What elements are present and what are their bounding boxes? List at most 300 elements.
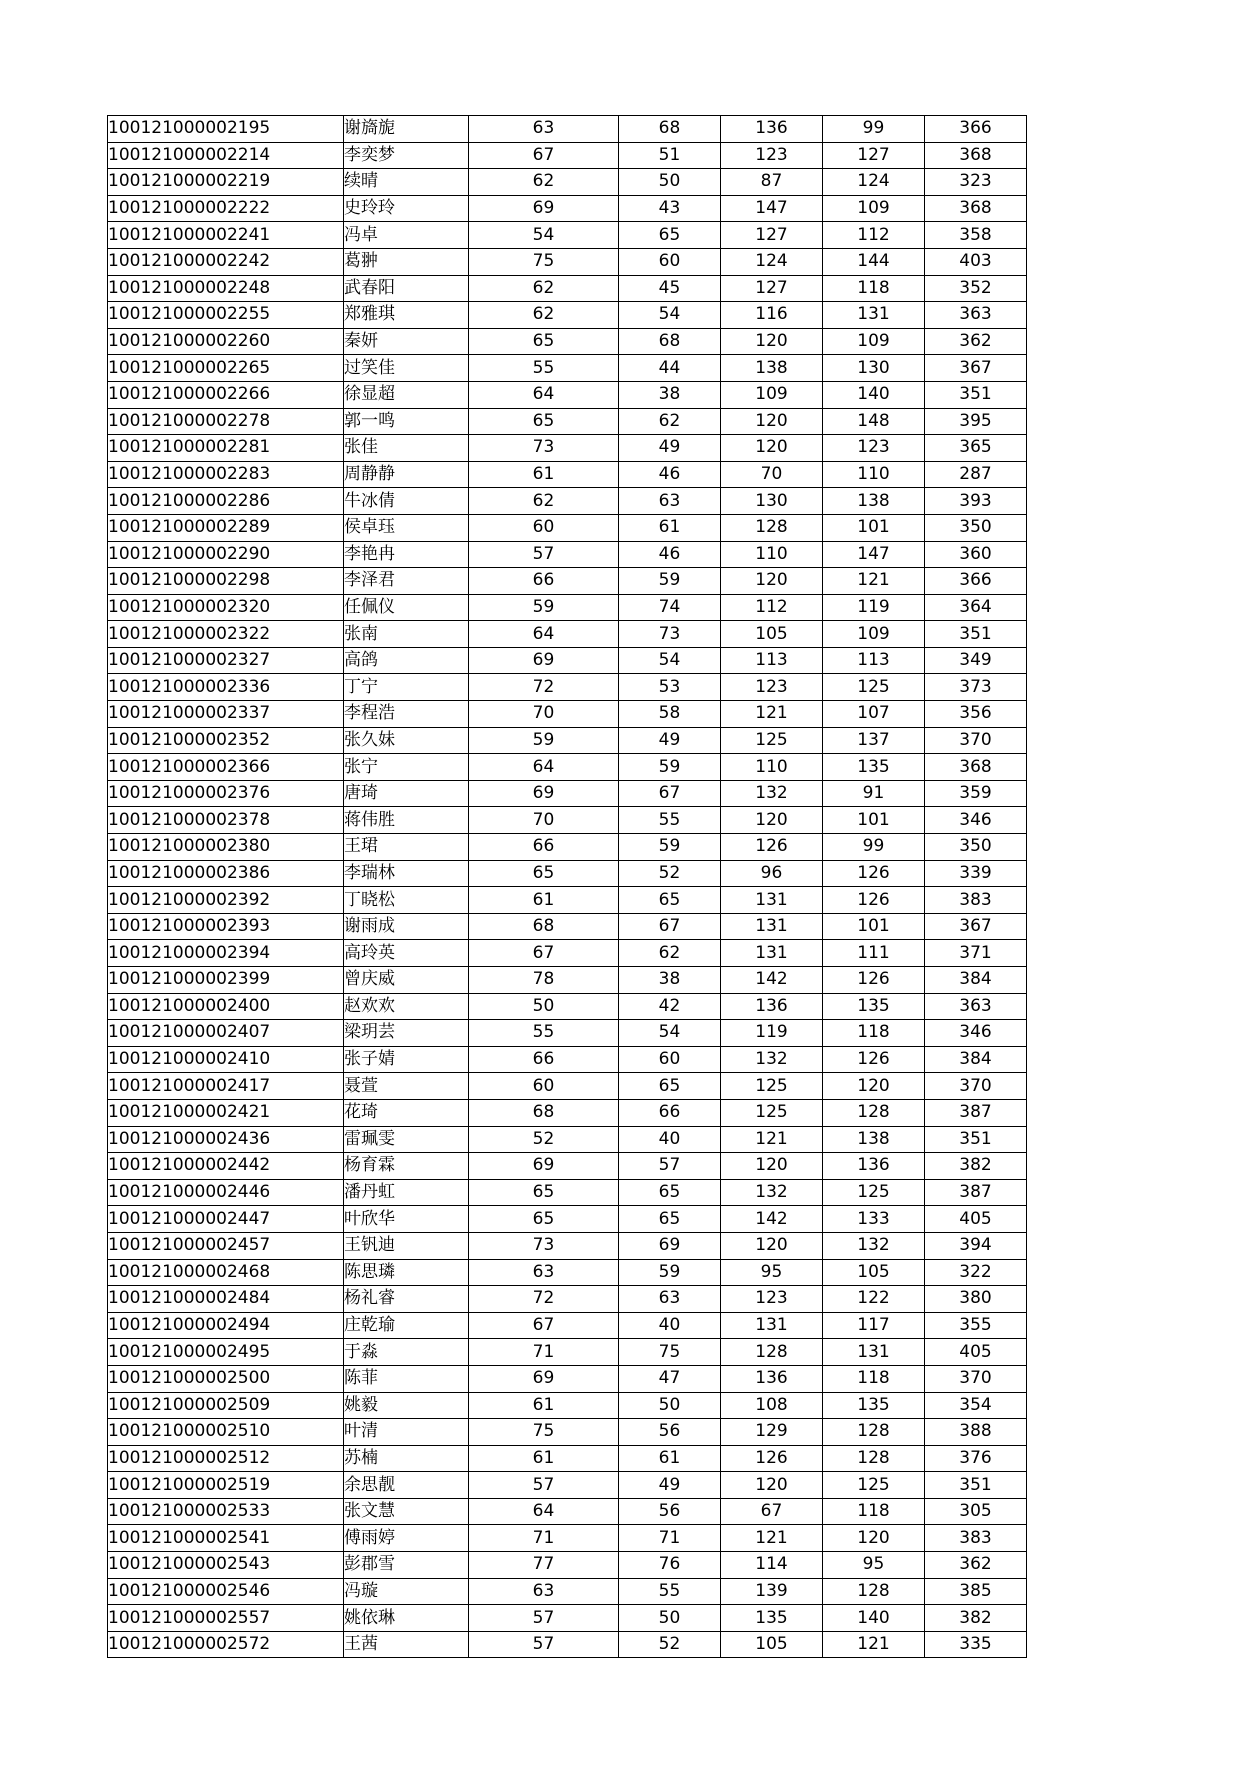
table-row	[108, 302, 1027, 329]
name-cell: 李泽君	[344, 568, 469, 595]
total-score-cell: 346	[925, 1020, 1027, 1047]
score-4-cell: 95	[823, 1552, 925, 1579]
name-cell: 秦妍	[344, 328, 469, 355]
score-2-cell: 61	[619, 1445, 721, 1472]
table-row	[108, 647, 1027, 674]
total-score-cell: 383	[925, 1525, 1027, 1552]
score-1-cell: 60	[469, 514, 619, 541]
name-cell: 郑雅琪	[344, 302, 469, 329]
score-2-cell: 51	[619, 142, 721, 169]
name-cell: 任佩仪	[344, 594, 469, 621]
candidate-id-cell: 100121000002519	[108, 1472, 344, 1499]
score-4-cell: 128	[823, 1419, 925, 1446]
score-4-cell: 131	[823, 302, 925, 329]
score-3-cell: 142	[721, 1206, 823, 1233]
table-row	[108, 1046, 1027, 1073]
table-row	[108, 860, 1027, 887]
score-1-cell: 69	[469, 1365, 619, 1392]
score-2-cell: 71	[619, 1525, 721, 1552]
score-1-cell: 64	[469, 754, 619, 781]
total-score-cell: 346	[925, 807, 1027, 834]
score-2-cell: 73	[619, 621, 721, 648]
name-cell: 李程浩	[344, 701, 469, 728]
score-1-cell: 67	[469, 142, 619, 169]
score-2-cell: 59	[619, 568, 721, 595]
score-3-cell: 125	[721, 1073, 823, 1100]
score-4-cell: 135	[823, 1392, 925, 1419]
total-score-cell: 364	[925, 594, 1027, 621]
table-row	[108, 461, 1027, 488]
table-row	[108, 1525, 1027, 1552]
score-4-cell: 120	[823, 1525, 925, 1552]
name-cell: 周静静	[344, 461, 469, 488]
total-score-cell: 363	[925, 993, 1027, 1020]
candidate-id-cell: 100121000002366	[108, 754, 344, 781]
candidate-id-cell: 100121000002320	[108, 594, 344, 621]
score-4-cell: 101	[823, 913, 925, 940]
candidate-id-cell: 100121000002265	[108, 355, 344, 382]
candidate-id-cell: 100121000002380	[108, 834, 344, 861]
total-score-cell: 351	[925, 1126, 1027, 1153]
table-row	[108, 1392, 1027, 1419]
table-row	[108, 1099, 1027, 1126]
name-cell: 雷珮雯	[344, 1126, 469, 1153]
name-cell: 高鸽	[344, 647, 469, 674]
score-4-cell: 135	[823, 754, 925, 781]
score-2-cell: 40	[619, 1126, 721, 1153]
score-4-cell: 125	[823, 674, 925, 701]
score-3-cell: 132	[721, 1046, 823, 1073]
name-cell: 李艳冉	[344, 541, 469, 568]
table-row	[108, 355, 1027, 382]
name-cell: 武春阳	[344, 275, 469, 302]
score-4-cell: 130	[823, 355, 925, 382]
table-row	[108, 967, 1027, 994]
name-cell: 王茜	[344, 1631, 469, 1658]
name-cell: 陈菲	[344, 1365, 469, 1392]
score-2-cell: 49	[619, 435, 721, 462]
score-1-cell: 77	[469, 1552, 619, 1579]
score-1-cell: 71	[469, 1339, 619, 1366]
total-score-cell: 387	[925, 1179, 1027, 1206]
total-score-cell: 366	[925, 116, 1027, 143]
name-cell: 史玲玲	[344, 195, 469, 222]
name-cell: 王钒迪	[344, 1232, 469, 1259]
name-cell: 续晴	[344, 169, 469, 196]
table-row	[108, 328, 1027, 355]
scores-table-body	[108, 116, 1027, 1658]
score-4-cell: 147	[823, 541, 925, 568]
score-4-cell: 122	[823, 1286, 925, 1313]
score-1-cell: 78	[469, 967, 619, 994]
table-row	[108, 1179, 1027, 1206]
name-cell: 张久妹	[344, 727, 469, 754]
table-row	[108, 1073, 1027, 1100]
table-row	[108, 887, 1027, 914]
score-1-cell: 65	[469, 860, 619, 887]
score-1-cell: 75	[469, 1419, 619, 1446]
total-score-cell: 305	[925, 1498, 1027, 1525]
score-4-cell: 131	[823, 1339, 925, 1366]
score-2-cell: 52	[619, 1631, 721, 1658]
table-row	[108, 1339, 1027, 1366]
total-score-cell: 382	[925, 1153, 1027, 1180]
score-1-cell: 62	[469, 302, 619, 329]
score-2-cell: 69	[619, 1232, 721, 1259]
score-4-cell: 126	[823, 860, 925, 887]
score-1-cell: 61	[469, 1392, 619, 1419]
score-3-cell: 125	[721, 727, 823, 754]
score-2-cell: 60	[619, 248, 721, 275]
score-3-cell: 96	[721, 860, 823, 887]
total-score-cell: 349	[925, 647, 1027, 674]
total-score-cell: 366	[925, 568, 1027, 595]
table-row	[108, 248, 1027, 275]
name-cell: 郭一鸣	[344, 408, 469, 435]
table-row	[108, 381, 1027, 408]
score-4-cell: 127	[823, 142, 925, 169]
score-1-cell: 52	[469, 1126, 619, 1153]
candidate-id-cell: 100121000002421	[108, 1099, 344, 1126]
score-4-cell: 148	[823, 408, 925, 435]
score-1-cell: 65	[469, 1179, 619, 1206]
total-score-cell: 362	[925, 328, 1027, 355]
table-row	[108, 1419, 1027, 1446]
total-score-cell: 365	[925, 435, 1027, 462]
score-3-cell: 128	[721, 514, 823, 541]
candidate-id-cell: 100121000002417	[108, 1073, 344, 1100]
score-3-cell: 124	[721, 248, 823, 275]
candidate-id-cell: 100121000002248	[108, 275, 344, 302]
total-score-cell: 351	[925, 621, 1027, 648]
score-2-cell: 38	[619, 967, 721, 994]
total-score-cell: 384	[925, 967, 1027, 994]
score-3-cell: 126	[721, 834, 823, 861]
candidate-id-cell: 100121000002219	[108, 169, 344, 196]
score-2-cell: 38	[619, 381, 721, 408]
score-1-cell: 57	[469, 1472, 619, 1499]
score-1-cell: 61	[469, 1445, 619, 1472]
score-2-cell: 66	[619, 1099, 721, 1126]
score-3-cell: 123	[721, 1286, 823, 1313]
score-4-cell: 121	[823, 1631, 925, 1658]
score-2-cell: 54	[619, 647, 721, 674]
scores-table	[107, 115, 1027, 1658]
table-row	[108, 1472, 1027, 1499]
score-4-cell: 128	[823, 1445, 925, 1472]
table-row	[108, 1020, 1027, 1047]
score-3-cell: 136	[721, 1365, 823, 1392]
score-1-cell: 66	[469, 1046, 619, 1073]
score-2-cell: 65	[619, 1179, 721, 1206]
table-row	[108, 408, 1027, 435]
name-cell: 过笑佳	[344, 355, 469, 382]
total-score-cell: 362	[925, 1552, 1027, 1579]
candidate-id-cell: 100121000002410	[108, 1046, 344, 1073]
score-4-cell: 119	[823, 594, 925, 621]
candidate-id-cell: 100121000002495	[108, 1339, 344, 1366]
total-score-cell: 322	[925, 1259, 1027, 1286]
score-3-cell: 123	[721, 142, 823, 169]
candidate-id-cell: 100121000002394	[108, 940, 344, 967]
score-3-cell: 126	[721, 1445, 823, 1472]
candidate-id-cell: 100121000002286	[108, 488, 344, 515]
name-cell: 陈思璘	[344, 1259, 469, 1286]
candidate-id-cell: 100121000002393	[108, 913, 344, 940]
score-2-cell: 45	[619, 275, 721, 302]
name-cell: 侯卓珏	[344, 514, 469, 541]
table-row	[108, 142, 1027, 169]
score-2-cell: 61	[619, 514, 721, 541]
score-4-cell: 99	[823, 116, 925, 143]
candidate-id-cell: 100121000002260	[108, 328, 344, 355]
score-4-cell: 111	[823, 940, 925, 967]
table-row	[108, 1232, 1027, 1259]
score-1-cell: 55	[469, 355, 619, 382]
candidate-id-cell: 100121000002289	[108, 514, 344, 541]
name-cell: 张宁	[344, 754, 469, 781]
score-1-cell: 68	[469, 1099, 619, 1126]
total-score-cell: 363	[925, 302, 1027, 329]
table-row	[108, 1312, 1027, 1339]
score-4-cell: 109	[823, 621, 925, 648]
name-cell: 高玲英	[344, 940, 469, 967]
score-3-cell: 120	[721, 1153, 823, 1180]
score-3-cell: 108	[721, 1392, 823, 1419]
table-row	[108, 1631, 1027, 1658]
candidate-id-cell: 100121000002541	[108, 1525, 344, 1552]
name-cell: 张文慧	[344, 1498, 469, 1525]
score-4-cell: 101	[823, 807, 925, 834]
candidate-id-cell: 100121000002500	[108, 1365, 344, 1392]
score-3-cell: 116	[721, 302, 823, 329]
name-cell: 叶欣华	[344, 1206, 469, 1233]
table-row	[108, 1126, 1027, 1153]
candidate-id-cell: 100121000002392	[108, 887, 344, 914]
score-4-cell: 105	[823, 1259, 925, 1286]
score-4-cell: 125	[823, 1179, 925, 1206]
score-1-cell: 70	[469, 701, 619, 728]
score-2-cell: 50	[619, 169, 721, 196]
name-cell: 庄乾瑜	[344, 1312, 469, 1339]
total-score-cell: 380	[925, 1286, 1027, 1313]
name-cell: 叶清	[344, 1419, 469, 1446]
score-3-cell: 121	[721, 1126, 823, 1153]
score-1-cell: 69	[469, 195, 619, 222]
score-1-cell: 50	[469, 993, 619, 1020]
score-3-cell: 128	[721, 1339, 823, 1366]
score-4-cell: 110	[823, 461, 925, 488]
score-4-cell: 138	[823, 1126, 925, 1153]
score-2-cell: 65	[619, 1073, 721, 1100]
score-1-cell: 73	[469, 435, 619, 462]
candidate-id-cell: 100121000002442	[108, 1153, 344, 1180]
score-1-cell: 54	[469, 222, 619, 249]
name-cell: 花琦	[344, 1099, 469, 1126]
candidate-id-cell: 100121000002322	[108, 621, 344, 648]
score-3-cell: 119	[721, 1020, 823, 1047]
candidate-id-cell: 100121000002510	[108, 1419, 344, 1446]
name-cell: 彭郡雪	[344, 1552, 469, 1579]
name-cell: 聂萱	[344, 1073, 469, 1100]
score-4-cell: 118	[823, 275, 925, 302]
score-4-cell: 125	[823, 1472, 925, 1499]
score-2-cell: 57	[619, 1153, 721, 1180]
total-score-cell: 394	[925, 1232, 1027, 1259]
score-4-cell: 128	[823, 1099, 925, 1126]
score-3-cell: 120	[721, 807, 823, 834]
score-2-cell: 52	[619, 860, 721, 887]
candidate-id-cell: 100121000002446	[108, 1179, 344, 1206]
name-cell: 张南	[344, 621, 469, 648]
score-3-cell: 131	[721, 913, 823, 940]
total-score-cell: 351	[925, 381, 1027, 408]
total-score-cell: 352	[925, 275, 1027, 302]
candidate-id-cell: 100121000002484	[108, 1286, 344, 1313]
total-score-cell: 393	[925, 488, 1027, 515]
score-2-cell: 65	[619, 222, 721, 249]
score-4-cell: 136	[823, 1153, 925, 1180]
score-2-cell: 75	[619, 1339, 721, 1366]
candidate-id-cell: 100121000002290	[108, 541, 344, 568]
score-2-cell: 44	[619, 355, 721, 382]
candidate-id-cell: 100121000002298	[108, 568, 344, 595]
table-row	[108, 514, 1027, 541]
score-3-cell: 121	[721, 1525, 823, 1552]
name-cell: 张子婧	[344, 1046, 469, 1073]
score-3-cell: 132	[721, 780, 823, 807]
score-2-cell: 40	[619, 1312, 721, 1339]
score-3-cell: 109	[721, 381, 823, 408]
score-3-cell: 130	[721, 488, 823, 515]
score-2-cell: 46	[619, 541, 721, 568]
total-score-cell: 371	[925, 940, 1027, 967]
table-row	[108, 568, 1027, 595]
score-2-cell: 49	[619, 727, 721, 754]
name-cell: 傅雨婷	[344, 1525, 469, 1552]
table-row	[108, 169, 1027, 196]
score-4-cell: 144	[823, 248, 925, 275]
score-2-cell: 55	[619, 807, 721, 834]
candidate-id-cell: 100121000002468	[108, 1259, 344, 1286]
score-2-cell: 59	[619, 834, 721, 861]
table-row	[108, 940, 1027, 967]
score-1-cell: 55	[469, 1020, 619, 1047]
table-row	[108, 1259, 1027, 1286]
table-row	[108, 594, 1027, 621]
table-row	[108, 116, 1027, 143]
score-1-cell: 62	[469, 169, 619, 196]
score-4-cell: 99	[823, 834, 925, 861]
score-2-cell: 56	[619, 1419, 721, 1446]
name-cell: 牛冰倩	[344, 488, 469, 515]
score-2-cell: 62	[619, 940, 721, 967]
total-score-cell: 287	[925, 461, 1027, 488]
score-1-cell: 73	[469, 1232, 619, 1259]
candidate-id-cell: 100121000002572	[108, 1631, 344, 1658]
name-cell: 谢雨成	[344, 913, 469, 940]
table-row	[108, 1578, 1027, 1605]
total-score-cell: 385	[925, 1578, 1027, 1605]
score-3-cell: 127	[721, 275, 823, 302]
score-1-cell: 66	[469, 568, 619, 595]
score-2-cell: 55	[619, 1578, 721, 1605]
score-3-cell: 121	[721, 701, 823, 728]
name-cell: 曾庆威	[344, 967, 469, 994]
score-2-cell: 67	[619, 780, 721, 807]
total-score-cell: 350	[925, 834, 1027, 861]
score-2-cell: 76	[619, 1552, 721, 1579]
score-3-cell: 113	[721, 647, 823, 674]
score-3-cell: 131	[721, 1312, 823, 1339]
candidate-id-cell: 100121000002281	[108, 435, 344, 462]
total-score-cell: 376	[925, 1445, 1027, 1472]
total-score-cell: 355	[925, 1312, 1027, 1339]
candidate-id-cell: 100121000002222	[108, 195, 344, 222]
score-4-cell: 126	[823, 887, 925, 914]
total-score-cell: 383	[925, 887, 1027, 914]
score-1-cell: 62	[469, 275, 619, 302]
score-2-cell: 59	[619, 754, 721, 781]
name-cell: 杨育霖	[344, 1153, 469, 1180]
score-4-cell: 124	[823, 169, 925, 196]
score-4-cell: 91	[823, 780, 925, 807]
score-3-cell: 120	[721, 408, 823, 435]
candidate-id-cell: 100121000002327	[108, 647, 344, 674]
score-3-cell: 123	[721, 674, 823, 701]
candidate-id-cell: 100121000002407	[108, 1020, 344, 1047]
table-row	[108, 993, 1027, 1020]
score-2-cell: 56	[619, 1498, 721, 1525]
name-cell: 蒋伟胜	[344, 807, 469, 834]
score-1-cell: 67	[469, 1312, 619, 1339]
score-1-cell: 68	[469, 913, 619, 940]
score-1-cell: 63	[469, 1259, 619, 1286]
score-2-cell: 58	[619, 701, 721, 728]
table-row	[108, 488, 1027, 515]
score-3-cell: 127	[721, 222, 823, 249]
score-2-cell: 62	[619, 408, 721, 435]
candidate-id-cell: 100121000002283	[108, 461, 344, 488]
score-3-cell: 112	[721, 594, 823, 621]
score-1-cell: 63	[469, 116, 619, 143]
score-3-cell: 120	[721, 435, 823, 462]
table-row	[108, 1445, 1027, 1472]
score-1-cell: 72	[469, 1286, 619, 1313]
candidate-id-cell: 100121000002457	[108, 1232, 344, 1259]
table-row	[108, 754, 1027, 781]
total-score-cell: 387	[925, 1099, 1027, 1126]
total-score-cell: 405	[925, 1339, 1027, 1366]
score-4-cell: 140	[823, 381, 925, 408]
name-cell: 葛翀	[344, 248, 469, 275]
candidate-id-cell: 100121000002278	[108, 408, 344, 435]
score-4-cell: 117	[823, 1312, 925, 1339]
total-score-cell: 367	[925, 913, 1027, 940]
candidate-id-cell: 100121000002546	[108, 1578, 344, 1605]
table-row	[108, 1605, 1027, 1632]
score-1-cell: 72	[469, 674, 619, 701]
score-2-cell: 59	[619, 1259, 721, 1286]
score-3-cell: 87	[721, 169, 823, 196]
score-2-cell: 68	[619, 116, 721, 143]
name-cell: 王珺	[344, 834, 469, 861]
candidate-id-cell: 100121000002337	[108, 701, 344, 728]
score-4-cell: 120	[823, 1073, 925, 1100]
score-1-cell: 64	[469, 381, 619, 408]
total-score-cell: 395	[925, 408, 1027, 435]
table-row	[108, 1365, 1027, 1392]
